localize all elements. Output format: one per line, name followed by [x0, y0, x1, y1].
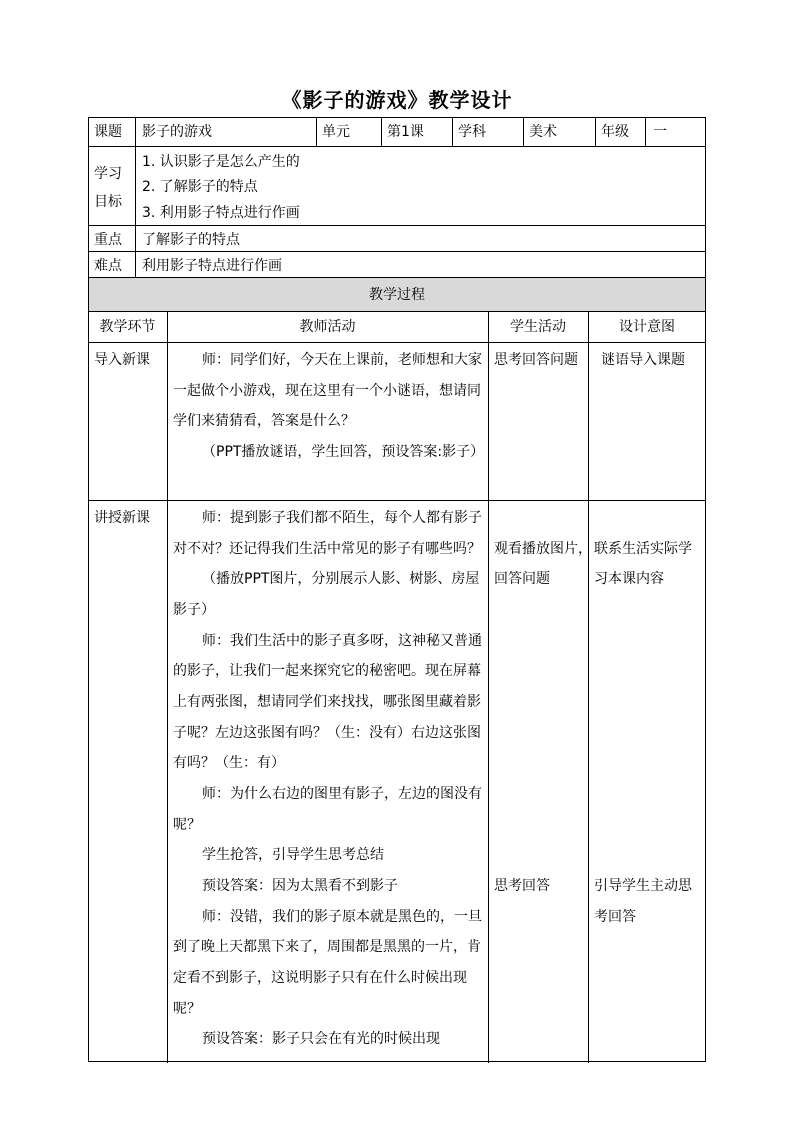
topic-value: 影子的游戏 — [142, 124, 212, 140]
column-header-intent: 设计意图 — [619, 319, 675, 335]
teacher-line: 呢？ — [173, 817, 201, 833]
document-title: 《影子的游戏》教学设计 — [281, 88, 513, 112]
column-header-student: 学生活动 — [510, 319, 566, 335]
objective-item: 1. 认识影子是怎么产生的 — [142, 154, 300, 170]
teacher-line: 师：同学们好，今天在上课前，老师想和大家 — [202, 352, 482, 368]
teacher-line: 有吗？（生：有） — [173, 755, 285, 771]
subject-value: 美术 — [529, 124, 557, 140]
teacher-line: 一起做个小游戏，现在这里有一个小谜语，想请同 — [173, 383, 481, 399]
teacher-line: 预设答案：影子只会在有光的时候出现 — [202, 1031, 440, 1047]
teacher-line: 师：我们生活中的影子真多呀，这神秘又普通 — [202, 633, 482, 649]
grade-value: 一 — [653, 124, 667, 140]
lecture-stage: 讲授新课 — [94, 510, 150, 526]
lecture-intent-2: 引导学生主动思 — [594, 878, 692, 894]
teacher-line: 影子） — [173, 602, 215, 618]
difficulty-row — [88, 251, 706, 277]
intro-student: 思考回答问题 — [494, 352, 578, 368]
column-header-stage: 教学环节 — [99, 319, 156, 335]
teacher-line: 到了晚上天都黑下来了，周围都是黑黑的一片，肯 — [173, 939, 481, 955]
objective-item: 2. 了解影子的特点 — [142, 179, 258, 195]
objectives-label-line2: 目标 — [94, 194, 122, 210]
grade-label: 年级 — [601, 124, 629, 140]
teacher-line: 对不对？还记得我们生活中常见的影子有哪些吗？ — [173, 541, 481, 557]
teacher-line: 定看不到影子，这说明影子只有在什么时候出现 — [173, 970, 467, 986]
lecture-student-1: 观看播放图片， — [494, 541, 592, 557]
lecture-student-1-cont: 回答问题 — [494, 571, 550, 587]
key-point-value: 了解影子的特点 — [142, 232, 240, 248]
teacher-line: （PPT播放谜语，学生回答，预设答案:影子） — [202, 444, 485, 460]
objectives-row — [88, 146, 706, 225]
key-point-label: 重点 — [94, 232, 122, 248]
lecture-intent-1: 联系生活实际学 — [594, 541, 692, 557]
lecture-intent-2-cont: 考回答 — [594, 909, 636, 925]
info-row — [88, 117, 706, 146]
intro-intent: 谜语导入课题 — [601, 352, 685, 368]
subject-label: 学科 — [458, 124, 486, 140]
teacher-line: 师：为什么右边的图里有影子，左边的图没有 — [202, 786, 482, 802]
intro-stage: 导入新课 — [94, 352, 150, 368]
objectives-label-line1: 学习 — [94, 166, 122, 182]
lecture-intent-1-cont: 习本课内容 — [594, 571, 664, 587]
unit-value: 第1课 — [387, 124, 424, 140]
teacher-line: 师：没错，我们的影子原本就是黑色的，一旦 — [202, 909, 482, 925]
lecture-row — [88, 500, 706, 1062]
intro-row — [88, 342, 706, 500]
key-point-row — [88, 225, 706, 251]
teacher-line: 的影子，让我们一起来探究它的秘密吧。现在屏幕 — [173, 663, 481, 679]
lecture-student-2: 思考回答 — [494, 878, 550, 894]
difficulty-label: 难点 — [94, 258, 122, 274]
topic-label: 课题 — [94, 124, 122, 140]
difficulty-value: 利用影子特点进行作画 — [142, 258, 282, 274]
teacher-line: 子呢？左边这张图有吗？（生：没有）右边这张图 — [173, 725, 481, 741]
teacher-line: 呢？ — [173, 1001, 201, 1017]
teacher-line: 学们来猜猜看，答案是什么？ — [173, 413, 355, 429]
column-header-row — [88, 311, 706, 342]
teacher-line: 上有两张图，想请同学们来找找，哪张图里藏着影 — [173, 694, 481, 710]
teacher-line: 预设答案：因为太黑看不到影子 — [202, 878, 398, 894]
objective-item: 3. 利用影子特点进行作画 — [142, 205, 300, 221]
column-header-teacher: 教师活动 — [299, 319, 356, 335]
teacher-line: （播放PPT图片，分别展示人影、树影、房屋 — [202, 571, 480, 587]
process-heading: 教学过程 — [369, 287, 425, 303]
process-heading-row — [88, 277, 706, 311]
unit-label: 单元 — [322, 124, 350, 140]
teacher-line: 学生抢答，引导学生思考总结 — [202, 847, 384, 863]
teacher-line: 师：提到影子我们都不陌生，每个人都有影子 — [202, 510, 482, 526]
